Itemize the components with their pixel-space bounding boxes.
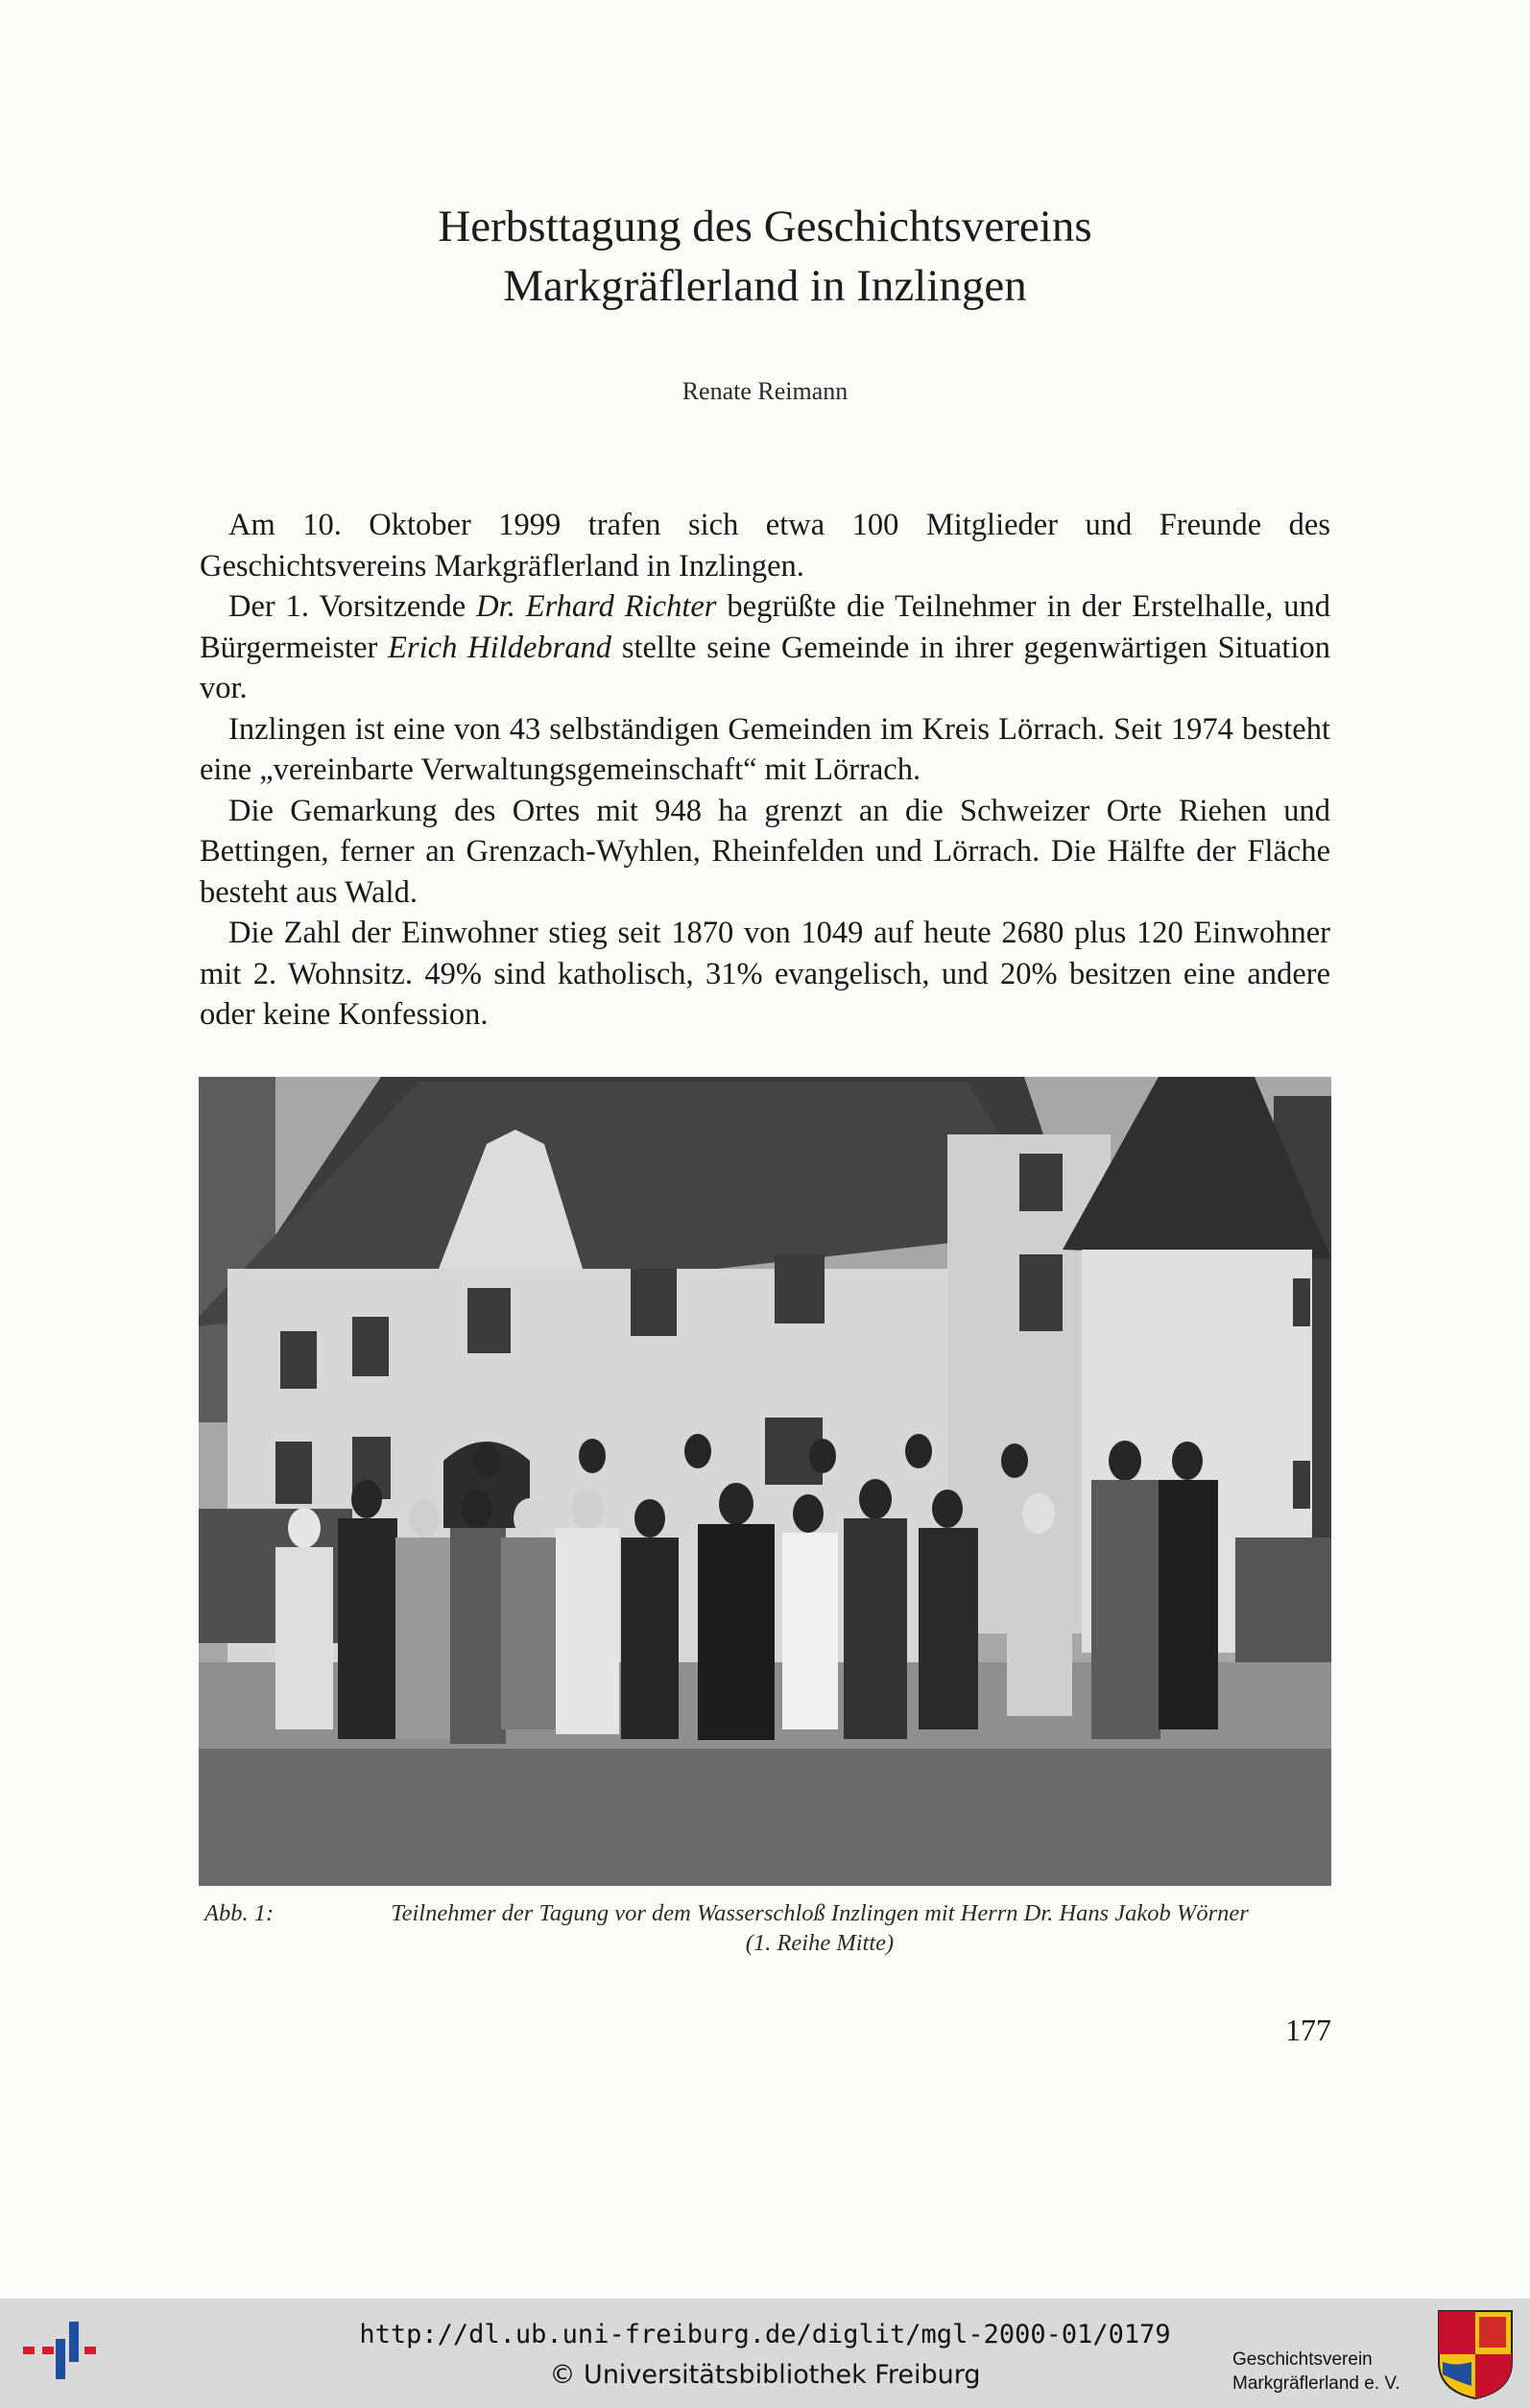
group-photo-image	[199, 1077, 1331, 1886]
paragraph-4: Die Gemarkung des Ortes mit 948 ha grenzt an die Schweizer Orte Riehen und Bettingen, ferner an Grenzach-Wyhlen, Rheinfelden und Lörrach. Die Hälfte der Fläche besteht aus Wald.	[200, 793, 1330, 910]
group-photo	[199, 1077, 1331, 1886]
author-name: Renate Reimann	[681, 377, 849, 405]
caption-row-1	[204, 1898, 1327, 1928]
paragraph-2-text-b: begrüßte die Teilnehmer in der Erstelhalle, und Bürgermeister	[200, 589, 1331, 665]
org-line-2: Markgräflerland e. V.	[1232, 2373, 1400, 2394]
copyright-notice: © Universitätsbibliothek Freiburg	[549, 2360, 981, 2390]
title-line-2: Markgräflerland in Inzlingen	[503, 261, 1027, 311]
footer-bar	[0, 2299, 1530, 2408]
org-line-1: Geschichtsverein	[1232, 2349, 1373, 2370]
paragraph-5: Die Zahl der Einwohner stieg seit 1870 von 1049 auf heute 2680 plus 120 Einwohner mit 2. Wohnsitz. 49% sind katholisch, 31% evangelisch, und 20% besitzen eine andere oder keine Konfession.	[200, 916, 1330, 1032]
paragraph-3: Inzlingen ist eine von 43 selbständigen Gemeinden im Kreis Lörrach. Seit 1974 besteht eine „vereinbarte Verwaltungsgemeinschaft“ mit Lörrach.	[200, 711, 1330, 787]
caption-line-2: (1. Reihe Mitte)	[745, 1930, 895, 1956]
paragraph-2-text-c: stellte seine Gemeinde in ihrer gegenwärtigen Situation vor.	[200, 630, 1330, 705]
paragraph-2-text-a: Der 1. Vorsitzende	[228, 589, 477, 624]
title-line-1: Herbsttagung des Geschichtsvereins	[438, 202, 1092, 251]
organization-name	[1232, 2348, 1424, 2396]
document-url-link[interactable]: http://dl.ub.uni-freiburg.de/diglit/mgl-2000-01/0179	[359, 2320, 1171, 2349]
article-body	[200, 505, 1330, 1036]
coat-of-arms-icon	[1437, 2309, 1514, 2400]
figure-caption	[204, 1898, 1327, 1958]
page-number: 177	[1285, 2013, 1331, 2047]
figure-label: Abb. 1:	[204, 1900, 275, 1926]
person-name-richter: Dr. Erhard Richter	[476, 589, 717, 624]
paragraph-1: Am 10. Oktober 1999 trafen sich etwa 100 Mitglieder und Freunde des Geschichtsvereins Markgräflerland in Inzlingen.	[200, 508, 1330, 584]
caption-line-1: Teilnehmer der Tagung vor dem Wasserschloß Inzlingen mit Herrn Dr. Hans Jakob Wörner	[391, 1900, 1249, 1926]
article-title	[0, 197, 1530, 316]
paragraph-2	[200, 586, 1330, 709]
person-name-hildebrand: Erich Hildebrand	[388, 630, 612, 665]
